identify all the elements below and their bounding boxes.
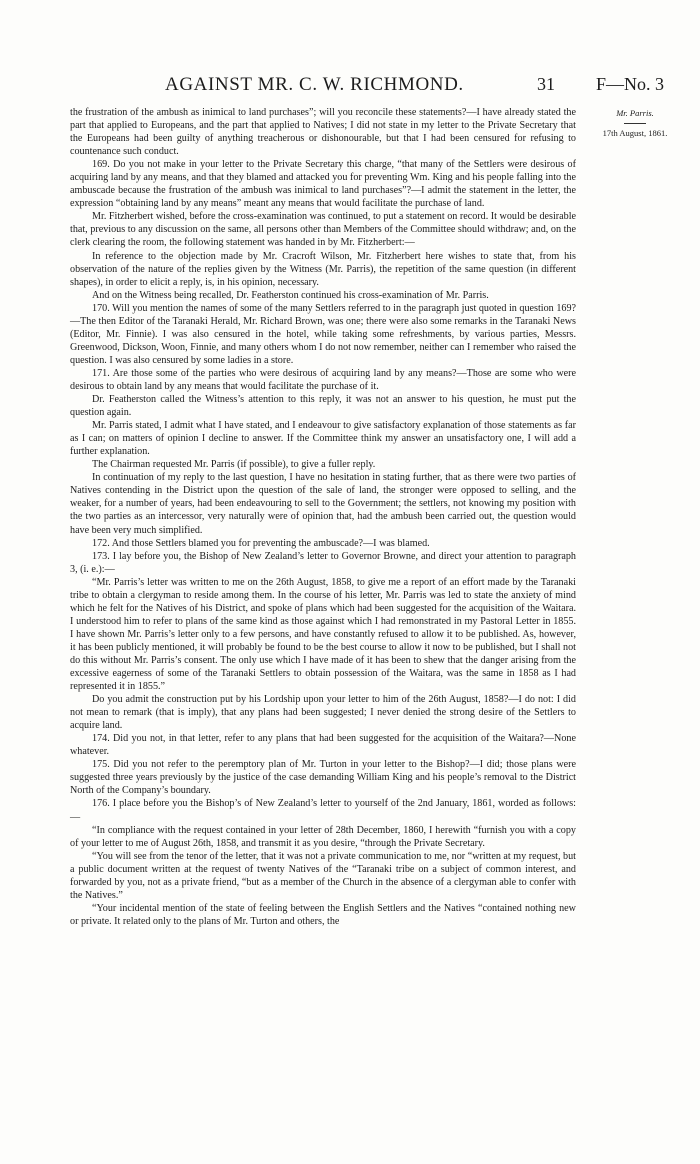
paragraph-question-176: 176. I place before you the Bishop’s of New Zealand’s letter to yourself of the 2nd January, 1861, worded as follows:—	[70, 798, 576, 823]
quoted-letter: “Your incidental mention of the state of feeling between the English Settlers and the Natives “contained nothing new or private. It related only to the plans of Mr. Turton and others, the	[70, 902, 576, 927]
margin-date: 17th August, 1861.	[602, 128, 668, 138]
document-reference: F—No. 3	[596, 74, 665, 94]
paragraph: Do you admit the construction put by his Lordship upon your letter to him of the 26th August, 1858?—I do not: I did not mean to remark (that is imply), that any plans had been suggested; I never denied the strong desire of the Settlers to acquire land.	[70, 694, 576, 732]
paragraph: Mr. Fitzherbert wished, before the cross-examination was continued, to put a statement on record. It would be desirable that, previous to any discussion on the same, all persons other than Members of the Committee should withdraw; and, on the clerk clearing the room, the following statement was handed in by Mr. Fitzherbert:—	[70, 211, 576, 249]
paragraph-question-174: 174. Did you not, in that letter, refer to any plans that had been suggested for the acquisition of the Waitara?—None whatever.	[70, 733, 576, 758]
running-title: AGAINST MR. C. W. RICHMOND.	[165, 74, 464, 95]
paragraph-question-172: 172. And those Settlers blamed you for preventing the ambuscade?—I was blamed.	[92, 537, 430, 549]
paragraph-question-173: 173. I lay before you, the Bishop of New Zealand’s letter to Governor Browne, and direct your attention to paragraph 3, (i. e.):—	[70, 550, 576, 575]
paragraph: Mr. Parris stated, I admit what I have stated, and I endeavour to give satisfactory explanation of those statements as far as I can; on matters of opinion I decline to answer. If the Committee think my answer an unsatisfactory one, I will add a further explanation.	[70, 420, 576, 458]
paragraph-question-171: 171. Are those some of the parties who were desirous of acquiring land by any means?—Those are some who were desirous to obtain land by any means that would facilitate the purchase of it.	[70, 367, 576, 392]
quoted-letter: “Mr. Parris’s letter was written to me on the 26th August, 1858, to give me a report of an effort made by the Taranaki tribe to obtain a clergyman to reside among them. In the course of his letter, Mr. Parris was led to state the anxiety of mind which he felt for the Natives of his District, and spoke of plans which had been suggested for the acquisition of the Waitara. I understood him to refer to plans of the same kind as those against which I had remonstrated in my Pastoral Letter in 1855. I have shown Mr. Parris’s letter only to a few persons, and have constantly refused to allow it to be published. As, however, it has been publicly mentioned, it will probably be found to be the best course to allow it now to be published, but I shall not do this without Mr. Parris’s consent. The only use which I have made of it has been to shew that the danger arising from the excessive eagerness of some of the Taranaki Settlers to obtain possession of the Waitara, was the same in 1858 as I had represented it in 1855.”	[70, 576, 576, 693]
body-text	[70, 106, 576, 928]
paragraph-question-169: 169. Do you not make in your letter to the Private Secretary this charge, “that many of the Settlers were desirous of acquiring land by any means, and that they blamed and attacked you for preventing Wm. King and his people falling into the ambuscade because the frustration of the ambush was inimical to land purchases”?—I admit the statement in the letter, the expression “obtaining land by any means” meant any means that would facilitate the purchase of land.	[70, 159, 576, 210]
margin-note	[585, 107, 685, 140]
paragraph: And on the Witness being recalled, Dr. Featherston continued his cross-examination of Mr. Parris.	[92, 289, 489, 301]
paragraph: Dr. Featherston called the Witness’s attention to this reply, it was not an answer to his question, he must put the question again.	[70, 394, 576, 419]
page-header	[0, 74, 700, 98]
paragraph: In reference to the objection made by Mr. Cracroft Wilson, Mr. Fitzherbert here wishes to state that, from his observation of the nature of the replies given by the Witness (Mr. Parris), the repetition of the same question (in different shapes), in order to elicit a reply, is, in his opinion, necessary.	[70, 250, 576, 288]
margin-witness-name: Mr. Parris.	[616, 108, 654, 118]
paragraph: The Chairman requested Mr. Parris (if possible), to give a fuller reply.	[92, 459, 376, 471]
paragraph-question-175: 175. Did you not refer to the peremptory plan of Mr. Turton in your letter to the Bishop?—I did; those plans were suggested three years previously by the justice of the case demanding William King and his people’s removal to the District North of the Company’s boundary.	[70, 759, 576, 797]
paragraph: the frustration of the ambush as inimical to land purchases”; will you reconcile these statements?—I have already stated the part that applied to Europeans, and the part that applied to Natives; I did not state in my letter to the Private Secretary that the Europeans had been guilty of anything treacherous or dishonourable, but that I had been censured for refusing to countenance such conduct.	[70, 107, 576, 158]
quoted-letter: “You will see from the tenor of the letter, that it was not a private communication to me, nor “written at my request, but a public document written at the request of twenty Natives of the “Taranaki tribe on a subject of common interest, and forwarded by you, not as a private friend, “but as a member of the Church in the absence of a clergyman able to confer with the Natives.”	[70, 850, 576, 901]
paragraph: In continuation of my reply to the last question, I have no hesitation in stating further, that as there were two parties of Natives contending in the District upon the question of the sale of land, the stronger were opposed to selling, and the weaker, for a number of years, had been endeavouring to sell to the Government; the settlers, not knowing my position with the two parties as an intercessor, very naturally were of opinion that, had the ambush been carried out, the question would have been very much simplified.	[70, 472, 576, 536]
quoted-letter: “In compliance with the request contained in your letter of 28th December, 1860, I herewith “furnish you with a copy of your letter to me of August 26th, 1858, and transmit it as you desire, “through the Private Secretary.	[70, 824, 576, 849]
paragraph-question-170: 170. Will you mention the names of some of the many Settlers referred to in the paragraph just quoted in question 169?—The then Editor of the Taranaki Herald, Mr. Richard Brown, was one; there were also some remarks in the Taranaki News (Editor, Mr. Finnie). I was also censured in the hotel, while taking some refreshments, by various parties, Messrs. Greenwood, Dickson, Woon, Finnie, and many others whom I do not now remember, neither can I remember who raised the question. I was also censured by some ladies in a store.	[70, 302, 576, 366]
page-number: 31	[537, 74, 555, 94]
margin-rule	[624, 123, 646, 124]
